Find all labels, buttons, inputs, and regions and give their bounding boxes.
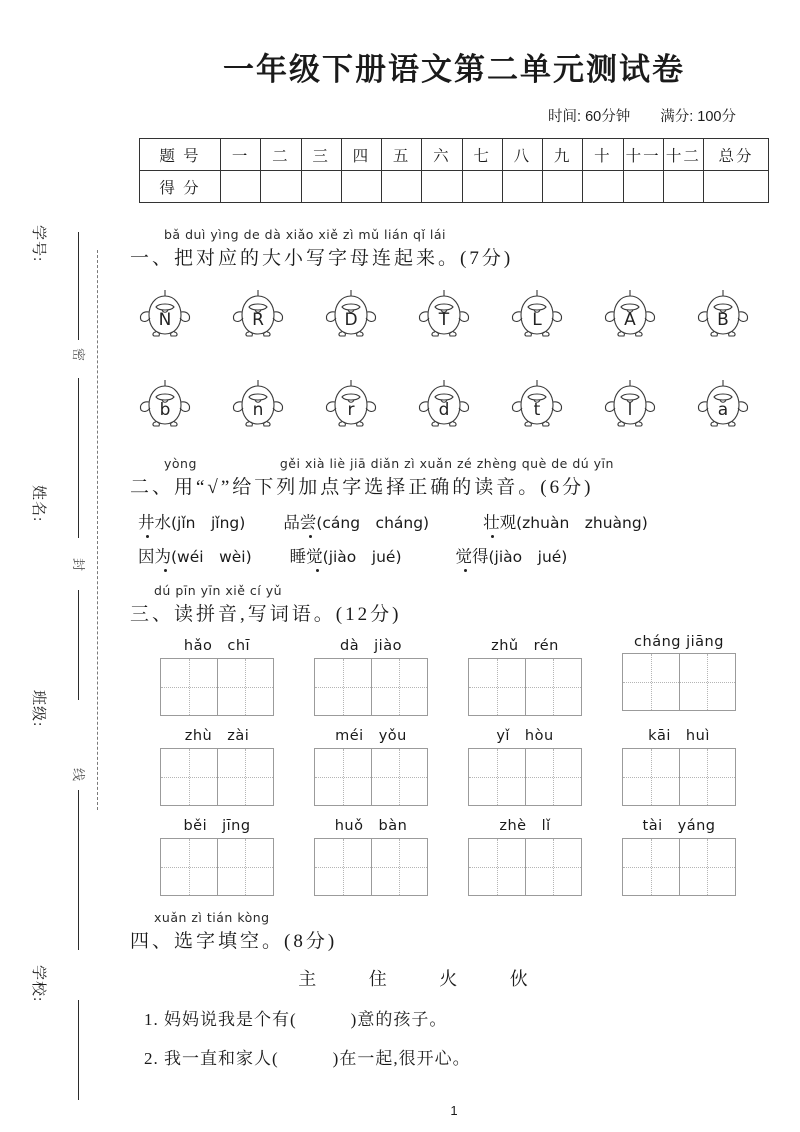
word-pinyin: zhǔ rén — [491, 638, 559, 654]
word-pinyin: huǒ bàn — [334, 818, 408, 834]
margin-rule-4 — [78, 790, 79, 950]
word-pinyin: dà jiào — [340, 638, 402, 654]
question-1-text: 一、把对应的大小写字母连起来。(7分) — [130, 248, 514, 269]
tianzige-cell[interactable] — [371, 839, 428, 895]
tone-word: 睡觉 — [289, 547, 323, 566]
question-2 — [130, 456, 800, 499]
tone-choice-row — [138, 509, 778, 533]
question-2-pinyin-a: yòng — [164, 456, 197, 471]
time-limit-label: 时间: 60分钟 — [548, 109, 631, 125]
letter-glyph: d — [438, 400, 450, 420]
tone-choice-item[interactable] — [290, 543, 402, 567]
tianzige-cell[interactable] — [315, 839, 371, 895]
emphasis-dot — [491, 535, 494, 538]
seal-char-xian: 线 — [69, 765, 90, 784]
tianzige-cell[interactable] — [371, 749, 428, 805]
question-3-pinyin: dú pīn yīn xiě cí yǔ — [154, 583, 283, 598]
margin-label-student-id: 学号: — [30, 225, 46, 263]
score-cell-8[interactable] — [502, 171, 542, 203]
seal-dashed-line — [97, 250, 98, 810]
score-cell-1[interactable] — [221, 171, 261, 203]
bird-lowercase-a[interactable] — [692, 374, 754, 436]
letter-glyph: T — [438, 310, 450, 330]
tianzige-cell[interactable] — [679, 839, 736, 895]
pinyin-word-cell — [468, 634, 582, 716]
tianzige-cell[interactable] — [217, 659, 274, 715]
bird-lowercase-b[interactable] — [134, 374, 196, 436]
question-2-pinyin-b: gěi xià liè jiā diǎn zì xuǎn zé zhèng què de dú yīn — [279, 456, 614, 471]
tone-word: 壮观 — [483, 513, 517, 532]
score-cell-6[interactable] — [422, 171, 462, 203]
tianzige-cell[interactable] — [525, 659, 582, 715]
tianzige-cell[interactable] — [315, 659, 371, 715]
letter-glyph: t — [533, 400, 541, 420]
score-col-11: 十一 — [623, 139, 663, 171]
choice-char-3[interactable]: 火 — [439, 969, 460, 989]
seal-char-feng: 封 — [69, 555, 90, 574]
letter-glyph: b — [159, 400, 171, 420]
tianzige-cell[interactable] — [371, 659, 428, 715]
tone-options[interactable]: (jiào jué) — [488, 548, 568, 566]
tianzige-cell[interactable] — [469, 749, 525, 805]
bird-uppercase-L[interactable] — [506, 284, 568, 346]
pinyin-word-row — [138, 724, 778, 806]
pinyin-word-cell — [314, 814, 428, 896]
word-pinyin: tài yáng — [642, 818, 716, 834]
bird-lowercase-n[interactable] — [227, 374, 289, 436]
bird-uppercase-B[interactable] — [692, 284, 754, 346]
tianzige-cell[interactable] — [161, 839, 217, 895]
margin-label-name: 姓名: — [30, 485, 46, 523]
emphasis-dot — [164, 569, 167, 572]
tone-choice-row — [138, 543, 778, 567]
tianzige-grid[interactable] — [622, 653, 736, 711]
emphasis-dot — [309, 535, 312, 538]
letter-glyph: r — [347, 400, 355, 420]
letter-glyph: A — [624, 310, 636, 330]
score-table — [139, 138, 769, 203]
total-score-label: 满分: 100分 — [660, 109, 736, 125]
score-col-7: 七 — [462, 139, 502, 171]
tone-options[interactable]: (cáng cháng) — [316, 514, 430, 532]
tone-options[interactable]: (wéi wèi) — [171, 548, 252, 566]
question-2-pinyin — [164, 456, 800, 471]
score-row-header-question: 题 号 — [140, 139, 221, 171]
tianzige-cell[interactable] — [217, 749, 274, 805]
letter-glyph: R — [252, 310, 264, 330]
bird-uppercase-A[interactable] — [599, 284, 661, 346]
bird-lowercase-t[interactable] — [506, 374, 568, 436]
tone-choice-item[interactable] — [138, 509, 245, 533]
margin-rule-1 — [78, 232, 79, 340]
score-col-5: 五 — [382, 139, 422, 171]
tone-word: 因为 — [138, 547, 171, 566]
pinyin-word-cell — [622, 634, 736, 716]
margin-rule-2 — [78, 378, 79, 538]
score-col-3: 三 — [301, 139, 341, 171]
tone-choice-item[interactable] — [138, 543, 252, 567]
tianzige-grid[interactable] — [314, 658, 428, 716]
score-table-wrapper — [139, 138, 769, 203]
tianzige-grid[interactable] — [468, 658, 582, 716]
tianzige-cell[interactable] — [161, 659, 217, 715]
margin-label-class: 班级: — [30, 690, 46, 728]
bird-lowercase-r[interactable] — [320, 374, 382, 436]
page-title: 一年级下册语文第二单元测试卷 — [223, 52, 685, 87]
tianzige-cell[interactable] — [623, 749, 679, 805]
tone-choice-item[interactable] — [283, 509, 429, 533]
emphasis-dot — [146, 535, 149, 538]
tone-word: 觉得 — [455, 547, 489, 566]
word-pinyin: běi jīng — [183, 818, 251, 834]
score-col-10: 十 — [583, 139, 623, 171]
letter-glyph: B — [717, 310, 729, 330]
tone-word: 品尝 — [283, 513, 317, 532]
score-cell-10[interactable] — [583, 171, 623, 203]
fill-item-1[interactable]: 1. 妈妈说我是个有( )意的孩子。 — [144, 1010, 448, 1029]
choice-char-4[interactable]: 伙 — [509, 969, 530, 989]
table-row-scores — [140, 171, 769, 203]
pinyin-word-cell — [622, 724, 736, 806]
question-2-text: 二、用“√”给下列加点字选择正确的读音。(6分) — [130, 477, 594, 498]
tone-choice-item[interactable] — [483, 509, 648, 533]
bird-lowercase-l[interactable] — [599, 374, 661, 436]
bird-uppercase-T[interactable] — [413, 284, 475, 346]
score-row-header-points: 得 分 — [140, 171, 221, 203]
pinyin-word-cell — [314, 634, 428, 716]
pinyin-word-row — [138, 634, 778, 716]
pinyin-word-cell — [160, 814, 274, 896]
bird-lowercase-d[interactable] — [413, 374, 475, 436]
letter-glyph: n — [252, 400, 264, 420]
tianzige-cell[interactable] — [679, 654, 736, 710]
score-col-12: 十二 — [663, 139, 703, 171]
question-1 — [130, 227, 800, 270]
character-choice-bank — [108, 965, 800, 991]
word-pinyin: yǐ hòu — [496, 728, 554, 744]
question-4 — [130, 910, 800, 953]
tianzige-grid[interactable] — [314, 838, 428, 896]
tianzige-cell[interactable] — [161, 749, 217, 805]
emphasis-dot — [464, 569, 467, 572]
tianzige-grid[interactable] — [468, 748, 582, 806]
page-number: 1 — [450, 1103, 458, 1118]
tone-options[interactable]: (jǐn jǐng) — [171, 514, 246, 532]
seal-char-mi: 密 — [69, 345, 90, 364]
pinyin-word-cell — [468, 724, 582, 806]
tianzige-grid[interactable] — [622, 748, 736, 806]
pinyin-word-cell — [622, 814, 736, 896]
exam-meta — [108, 105, 736, 126]
tone-options[interactable]: (zhuàn zhuàng) — [516, 514, 648, 532]
letter-glyph: l — [627, 400, 633, 420]
tianzige-cell[interactable] — [623, 654, 679, 710]
question-4-text: 四、选字填空。(8分) — [130, 931, 338, 952]
score-cell-11[interactable] — [623, 171, 663, 203]
bird-uppercase-D[interactable] — [320, 284, 382, 346]
letter-glyph: L — [532, 310, 542, 330]
word-pinyin: zhù zài — [184, 728, 250, 744]
lowercase-letter-row — [134, 374, 754, 436]
score-col-4: 四 — [341, 139, 381, 171]
uppercase-letter-row — [134, 284, 754, 346]
score-col-6: 六 — [422, 139, 462, 171]
score-cell-4[interactable] — [341, 171, 381, 203]
tianzige-cell[interactable] — [679, 749, 736, 805]
word-pinyin: méi yǒu — [335, 728, 407, 744]
question-3-text: 三、读拼音,写词语。(12分) — [130, 604, 402, 625]
letter-glyph: N — [158, 310, 172, 330]
choice-char-2[interactable]: 住 — [368, 969, 389, 989]
letter-glyph: a — [717, 400, 729, 420]
tianzige-cell[interactable] — [315, 749, 371, 805]
score-col-9: 九 — [543, 139, 583, 171]
word-pinyin: kāi huì — [648, 728, 710, 744]
pinyin-word-row — [138, 814, 778, 896]
question-4-pinyin: xuǎn zì tián kòng — [154, 910, 270, 925]
table-row-question-numbers — [140, 139, 769, 171]
tianzige-grid[interactable] — [468, 838, 582, 896]
tianzige-cell[interactable] — [525, 749, 582, 805]
seal-margin — [0, 0, 108, 1132]
score-cell-3[interactable] — [301, 171, 341, 203]
pinyin-word-cell — [314, 724, 428, 806]
score-col-1: 一 — [221, 139, 261, 171]
tianzige-grid[interactable] — [622, 838, 736, 896]
tone-word: 井水 — [138, 513, 171, 532]
score-cell-12[interactable] — [663, 171, 703, 203]
exam-sheet — [108, 0, 800, 1132]
tone-options[interactable]: (jiào jué) — [322, 548, 402, 566]
choice-char-1[interactable]: 主 — [298, 969, 319, 989]
bird-uppercase-R[interactable] — [227, 284, 289, 346]
score-cell-5[interactable] — [382, 171, 422, 203]
tianzige-grid[interactable] — [160, 748, 274, 806]
word-pinyin: zhè lǐ — [499, 818, 551, 834]
pinyin-word-cell — [160, 724, 274, 806]
score-cell-9[interactable] — [543, 171, 583, 203]
fill-item-2[interactable]: 2. 我一直和家人( )在一起,很开心。 — [144, 1049, 471, 1068]
score-col-8: 八 — [502, 139, 542, 171]
bird-uppercase-N[interactable] — [134, 284, 196, 346]
tianzige-grid[interactable] — [160, 658, 274, 716]
score-col-2: 二 — [261, 139, 301, 171]
emphasis-dot — [316, 569, 319, 572]
tone-choice-item[interactable] — [456, 543, 568, 567]
score-cell-2[interactable] — [261, 171, 301, 203]
pinyin-word-cell — [160, 634, 274, 716]
tianzige-cell[interactable] — [469, 839, 525, 895]
tianzige-cell[interactable] — [525, 839, 582, 895]
margin-label-school: 学校: — [30, 965, 46, 1003]
margin-rule-5 — [78, 1000, 79, 1100]
word-pinyin: hǎo chī — [183, 638, 251, 654]
margin-rule-3 — [78, 590, 79, 700]
letter-glyph: D — [344, 310, 358, 330]
question-1-pinyin: bǎ duì yìng de dà xiǎo xiě zì mǔ lián qǐ lái — [164, 227, 446, 242]
tianzige-grid[interactable] — [160, 838, 274, 896]
tianzige-cell[interactable] — [217, 839, 274, 895]
score-cell-total[interactable] — [704, 171, 769, 203]
tianzige-grid[interactable] — [314, 748, 428, 806]
tianzige-cell[interactable] — [469, 659, 525, 715]
word-pinyin: cháng jiāng — [634, 634, 724, 650]
question-3 — [130, 583, 800, 626]
score-cell-7[interactable] — [462, 171, 502, 203]
score-col-total: 总分 — [704, 139, 769, 171]
tianzige-cell[interactable] — [623, 839, 679, 895]
pinyin-word-cell — [468, 814, 582, 896]
